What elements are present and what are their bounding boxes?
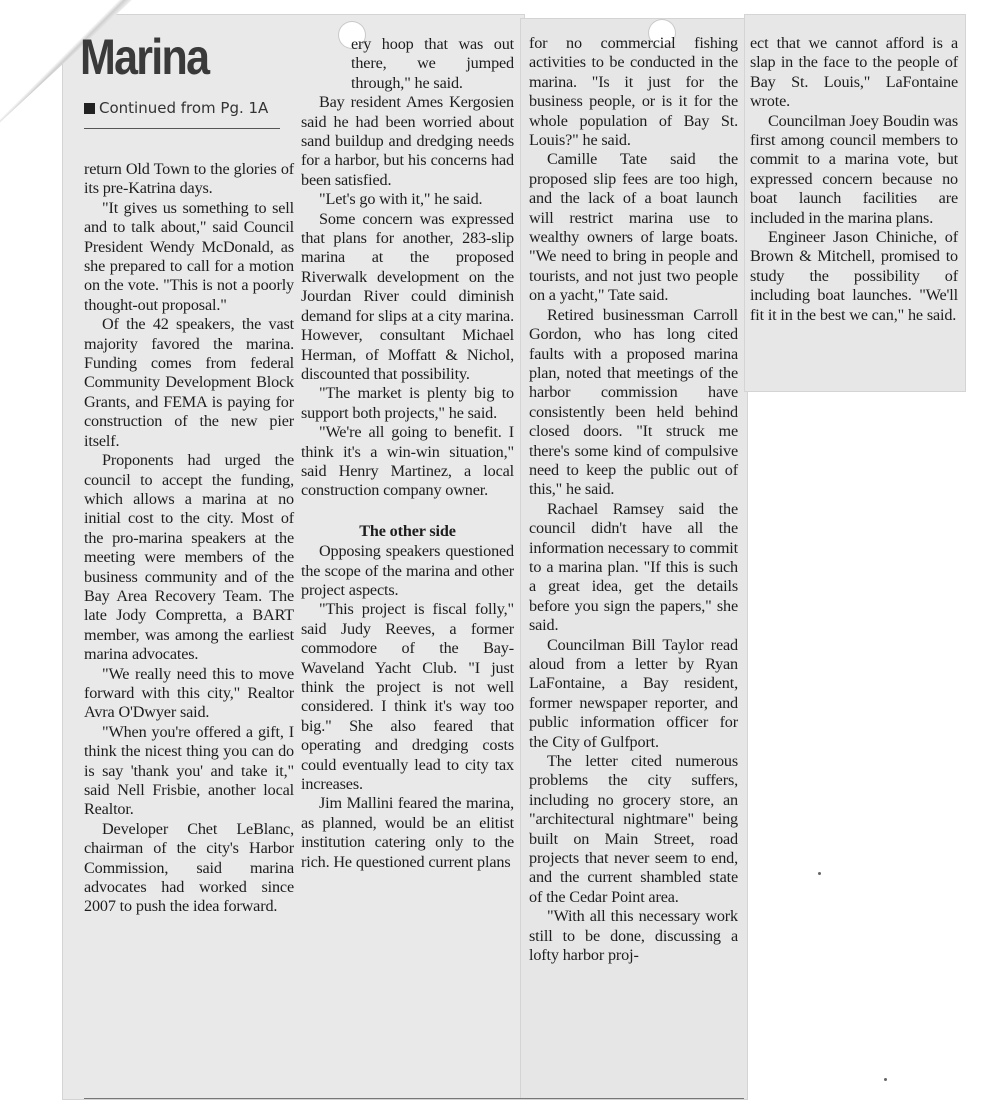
paragraph: Camille Tate said the proposed slip fees are too high, and the lack of a boat launch will restrict marina use to wealthy owners of large boats. "We need to bring in people and tourists, and not just two people on a yacht," Tate said. <box>529 150 738 305</box>
paragraph: "The market is plenty big to support both projects," he said. <box>301 384 514 422</box>
paragraph: "When you're offered a gift, I think the nicest thing you can do is say 'thank you' and take it," said Nell Frisbie, another local Realtor. <box>84 722 294 819</box>
paragraph: ery hoop that was out there, we jumped through," he said. <box>351 35 514 92</box>
column-1 <box>84 160 294 917</box>
paragraph: "We're all going to benefit. I think it's a win-win situation," said Henry Martinez, a local construction company owner. <box>301 423 514 500</box>
paragraph: Bay resident Ames Kergosien said he had been worried about sand buildup and dredging needs for a harbor, but his concerns had been satisfied. <box>301 93 514 189</box>
paragraph: Developer Chet LeBlanc, chairman of the city's Harbor Commission, said marina advocates had worked since 2007 to push the idea forward. <box>84 819 294 916</box>
square-bullet-icon <box>84 103 95 114</box>
paragraph: Of the 42 speakers, the vast majority favored the marina. Funding comes from federal Community Development Block Grants, and FEMA is paying for construction of the new pier itself. <box>84 315 294 450</box>
paragraph: "It gives us something to sell and to talk about," said Council President Wendy McDonald, as she prepared to call for a motion on the vote. "This is not a poorly thought-out proposal." <box>84 198 294 314</box>
paragraph: Rachael Ramsey said the council didn't have all the information necessary to commit to a marina plan. "If this is such a great idea, get the details before you sign the papers," she said. <box>529 499 738 635</box>
subhead: The other side <box>359 521 456 540</box>
paragraph: Opposing speakers questioned the scope of the marina and other project aspects. <box>301 542 514 599</box>
continued-label: Continued from Pg. 1A <box>99 99 269 117</box>
paragraph: Engineer Jason Chiniche, of Brown & Mitchell, promised to study the possibility of including boat launches. "We'll fit it in the best we can," he said. <box>750 228 958 324</box>
bottom-rule <box>84 1098 744 1099</box>
scan-speck <box>884 1078 887 1081</box>
paragraph: "With all this necessary work still to be done, discussing a lofty harbor proj- <box>529 907 738 965</box>
paragraph: Some concern was expressed that plans for another, 283-slip marina at the proposed Riverwalk development on the Jourdan River could diminish demand for slips at a city marina. However, consultant Michael Herman, of Moffatt & Nichol, discounted that possibility. <box>301 209 514 383</box>
paragraph: return Old Town to the glories of its pre-Katrina days. <box>84 160 294 198</box>
paragraph: Jim Mallini feared the marina, as planned, would be an elitist institution catering only to the rich. He questioned current plans <box>301 794 514 871</box>
paragraph: for no commercial fishing activities to be conducted in the marina. "Is it just for the business people, or is it for the whole population of Bay St. Louis?" he said. <box>529 34 738 150</box>
paragraph: "This project is fiscal folly," said Judy Reeves, a former commodore of the Bay-Waveland Yacht Club. "I just think the project is not well considered. I think it's way too big." She also feared that operating and dredging costs could eventually lead to city tax increases. <box>301 600 514 794</box>
continued-line <box>84 99 268 117</box>
paragraph: Proponents had urged the council to accept the funding, which allows a marina at no initial cost to the city. Most of the pro-marina speakers at the meeting were members of the business community and of the Bay Area Recovery Team. The late Jody Compretta, a BART member, was among the earliest marina advocates. <box>84 451 294 664</box>
headline: Marina <box>80 29 209 85</box>
paragraph: Councilman Bill Taylor read aloud from a letter by Ryan LaFontaine, a Bay resident, former newspaper reporter, and public information officer for the City of Gulfport. <box>529 635 738 751</box>
continued-rule <box>84 128 280 129</box>
column-3 <box>529 34 738 966</box>
paragraph: "Let's go with it," he said. <box>319 190 483 209</box>
paragraph: "We really need this to move forward with this city," Realtor Avra O'Dwyer said. <box>84 664 294 722</box>
paragraph: Councilman Joey Boudin was first among council members to commit to a marina vote, but expressed concern because no boat launch facilities are included in the marina plans. <box>750 111 958 227</box>
paragraph: Retired businessman Carroll Gordon, who has long cited faults with a proposed marina plan, noted that meetings of the harbor commission have consistently been held behind closed doors. "It struck me there's some kind of compulsive need to keep the public out of this," he said. <box>529 305 738 499</box>
paragraph: The letter cited numerous problems the city suffers, including no grocery store, an "architectural nightmare" being built on Main Street, road projects that never seem to end, and the current shambled state of the Cedar Point area. <box>529 752 738 906</box>
paragraph: ect that we cannot afford is a slap in the face to the people of Bay St. Louis," LaFontaine wrote. <box>750 34 958 111</box>
column-4 <box>750 34 958 325</box>
column-2 <box>301 35 514 872</box>
scan-speck <box>818 872 821 875</box>
